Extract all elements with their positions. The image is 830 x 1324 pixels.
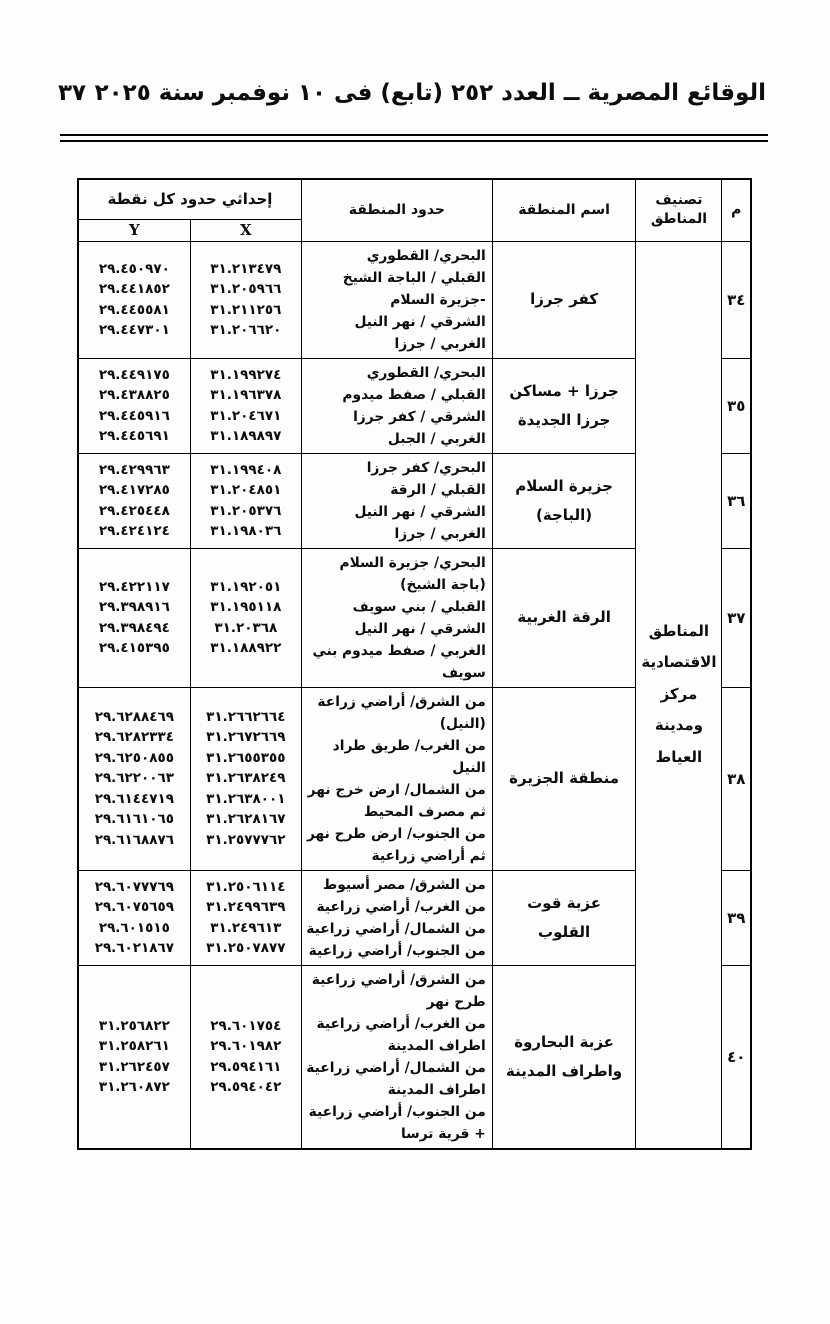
coordinate-x: ٣١.٢٤٩٦١٣ [210,919,282,936]
coordinate-y: ٢٩.٣٩٨٤٩٤ [98,619,170,636]
boundaries-cell [301,687,492,870]
boundary-line: من الغرب/ طريق طراد النيل [332,737,486,776]
boundary-line: الشرقي / كفر جرزا [353,408,486,425]
boundary-line: البحري/ القطوري [366,247,486,264]
boundary-line: من الشمال/ أراضي زراعية اطراف المدينة [306,1059,486,1098]
col-header-y: Y [78,219,190,241]
area-name: عزبة قوت القلوب [492,870,636,965]
boundaries-cell [301,548,492,687]
coordinate-y: ٢٩.٣٩٨٩١٦ [98,599,170,615]
table-header [78,179,751,241]
boundary-line: من الغرب/ أراضي زراعية اطراف المدينة [316,1015,486,1054]
table-body [78,241,751,1149]
coordinate-y: ٢٩.٤٤٥٥٨١ [98,301,170,318]
area-name: عزبة البحاروة واطراف المدينة [492,965,636,1149]
x-coordinates [190,241,301,358]
boundary-line: البحري/ كفر جرزا [366,459,486,476]
coordinate-y: ٢٩.٤٤٥٩١٦ [98,407,170,424]
row-serial: ٣٥ [722,358,751,453]
coordinate-y: ٣١.٢٦٢٤٥٧ [98,1058,170,1075]
boundary-line: من الغرب/ أراضي زراعية [316,898,486,915]
coordinate-y: ٢٩.٦١٦٨٨٧٦ [94,831,174,848]
boundary-line: البحري/ جزيرة السلام (باجة الشيخ) [339,554,486,593]
coordinate-x: ٣١.٢٦٣٨٠٠١ [206,790,286,807]
coordinate-x: ٣١.٢١٣٤٧٩ [210,260,282,277]
col-header-coordinates: إحداثي حدود كل نقطة [78,179,301,219]
coordinate-y: ٢٩.٤٣٨٨٢٥ [98,387,170,403]
y-coordinates [78,965,190,1149]
coordinate-y: ٢٩.٦٢٨٨٤٦٩ [94,708,174,725]
boundary-line: من الجنوب/ أراضي زراعية [308,942,486,959]
coordinate-y: ٢٩.٤٤٩١٧٥ [98,366,170,383]
x-coordinates [190,548,301,687]
coordinate-x: ٣١.١٩٢٠٥١ [210,578,282,595]
table-row-34 [78,241,751,358]
coordinate-y: ٣١.٢٥٦٨٢٢ [98,1017,170,1034]
row-serial: ٣٩ [722,870,751,965]
coordinate-x: ٢٩.٦٠١٩٨٢ [210,1038,282,1054]
zones-table [77,178,752,1150]
coordinate-x: ٣١.٢٦٦٢٦٦٤ [206,708,286,725]
boundary-line: الغربي / جرزا [394,525,486,542]
x-coordinates [190,358,301,453]
coordinate-y: ٢٩.٤٢٥٤٤٨ [98,502,170,519]
boundary-line: من الشرق/ أراضي زراعة (النيل) [317,693,486,732]
boundary-line: من الشرق/ أراضي زراعية طرح نهر [311,971,486,1010]
coordinate-x: ٣١.١٨٩٨٩٧ [210,428,282,444]
coordinate-y: ٢٩.٦١٤٤٧١٩ [94,790,174,807]
row-serial: ٣٧ [722,548,751,687]
y-coordinates [78,358,190,453]
coordinate-x: ٣١.٢٦٣٨٢٤٩ [206,770,286,787]
header-divider [60,134,768,142]
area-name: منطقة الجزيرة [492,687,636,870]
coordinate-y: ٢٩.٤٤١٨٥٢ [98,281,170,297]
coordinate-x: ٣١.٢٠٤٨٥١ [210,482,282,498]
coordinate-x: ٣١.٢٦٥٥٣٥٥ [206,749,286,766]
row-serial: ٣٨ [722,687,751,870]
boundary-line: الشرقي / نهر النيل [354,503,486,520]
coordinate-x: ٣١.٢١١٢٥٦ [210,301,282,318]
coordinate-x: ٢٩.٥٩٤١٦١ [210,1058,282,1075]
x-coordinates [190,870,301,965]
col-header-serial: م [722,179,751,241]
coordinate-y: ٢٩.٦١٦١٠٦٥ [94,811,174,828]
coordinate-x: ٢٩.٥٩٤٠٤٢ [210,1079,282,1095]
coordinate-y: ٢٩.٤١٥٣٩٥ [98,640,170,656]
coordinate-x: ٣١.٢٥٠٦١١٤ [206,878,286,895]
coordinate-x: ٣١.١٩٥١١٨ [210,599,282,615]
coordinate-x: ٣١.٢٠٦٦٢٠ [210,322,282,338]
header-row-top [78,179,751,219]
coordinate-y: ٢٩.٦٠٢١٨٦٧ [94,940,174,956]
coordinate-x: ٢٩.٦٠١٧٥٤ [210,1017,282,1034]
boundaries-cell [301,870,492,965]
boundary-line: من الشرق/ مصر أسيوط [322,876,486,893]
boundary-line: الغربي / صفط ميدوم بني سويف [312,642,486,681]
coordinate-y: ٢٩.٤٥٠٩٧٠ [98,260,170,277]
coordinate-x: ٣١.٢٠٥٩٦٦ [210,281,282,297]
boundary-line: من الجنوب/ أراضي زراعية + قرية ترسا [308,1103,486,1142]
boundary-line: من الشمال/ أراضي زراعية [306,920,486,937]
coordinate-x: ٣١.٢٠٥٣٧٦ [210,502,282,519]
coordinate-x: ٣١.١٩٨٠٣٦ [210,523,282,539]
coordinate-y: ٢٩.٤٢٤١٢٤ [98,523,170,539]
coordinate-y: ٢٩.٦٠١٥١٥ [98,919,170,936]
coordinate-x: ٣١.٢٠٣٦٨ [214,619,278,636]
boundary-line: البحري/ القطوري [366,364,486,381]
boundaries-cell [301,965,492,1149]
boundary-line: من الشمال/ ارض خرج نهر ثم مصرف المحيط [307,781,486,820]
coordinate-y: ٢٩.٤٢٩٩٦٣ [98,461,170,478]
boundary-line: الشرقي / نهر النيل [354,620,486,637]
boundaries-cell [301,241,492,358]
boundary-line: القبلي / الرقة [390,481,486,498]
area-name: جزيرة السلام (الباجة) [492,453,636,548]
coordinate-x: ٣١.٢٤٩٩٦٣٩ [206,899,286,915]
boundary-line: الغربي / جرزا [394,335,486,352]
y-coordinates [78,241,190,358]
classification-cell: المناطق الاقتصادية مركز ومدينة العياط [636,241,722,1149]
coordinate-x: ٣١.٢٥٧٧٧٦٢ [206,831,286,848]
row-serial: ٤٠ [722,965,751,1149]
y-coordinates [78,870,190,965]
coordinate-y: ٢٩.٤٢٢١١٧ [98,578,170,595]
col-header-boundaries: حدود المنطقة [301,179,492,241]
boundary-line: القبلي / صفط ميدوم [342,386,486,403]
y-coordinates [78,548,190,687]
coordinate-x: ٣١.١٨٨٩٢٢ [210,640,282,656]
coordinate-y: ٣١.٢٦٠٨٧٢ [98,1079,170,1095]
col-header-x: X [190,219,301,241]
col-header-classification: تصنيف المناطق [636,179,722,241]
y-coordinates [78,453,190,548]
x-coordinates [190,965,301,1149]
boundary-line: الغربي / الجبل [387,430,486,447]
coordinate-x: ٣١.٢٥٠٧٨٧٧ [206,940,286,956]
coordinate-x: ٣١.١٩٩٤٠٨ [210,461,282,478]
y-coordinates [78,687,190,870]
col-header-area-name: اسم المنطقة [492,179,636,241]
coordinate-y: ٢٩.٦٠٧٥٦٥٩ [94,899,174,915]
boundary-line: القبلي / الباجة الشيخ -جزيرة السلام [342,269,486,308]
boundary-line: القبلي / بني سويف [352,598,486,615]
area-name: كفر جرزا [492,241,636,358]
x-coordinates [190,453,301,548]
coordinate-y: ٢٩.٦٢٨٢٣٣٤ [94,729,174,746]
row-serial: ٣٦ [722,453,751,548]
coordinate-y: ٢٩.٦٢٥٠٨٥٥ [94,749,174,766]
coordinate-x: ٣١.٢٦٧٢٦٦٩ [206,729,286,746]
boundaries-cell [301,453,492,548]
coordinate-x: ٣١.١٩٦٣٧٨ [210,387,282,403]
coordinate-y: ٢٩.٦٠٧٧٧٦٩ [94,878,174,895]
area-name: الرقة الغربية [492,548,636,687]
coordinate-x: ٣١.٢٦٢٨١٦٧ [206,811,286,828]
boundary-line: من الجنوب/ ارض طرح نهر ثم أراضي زراعية [306,825,486,864]
gazette-title: الوقائع المصرية ــ العدد ٢٥٢ (تابع) فى ١٠ نوفمبر سنة ٢٠٢٥ [94,80,766,106]
coordinate-y: ٢٩.٤١٧٢٨٥ [98,482,170,498]
coordinate-y: ٢٩.٦٢٢٠٠٦٣ [94,770,174,787]
x-coordinates [190,687,301,870]
area-name: جرزا + مساكن جرزا الجديدة [492,358,636,453]
coordinate-y: ٢٩.٤٤٧٣٠١ [98,322,170,338]
boundary-line: الشرقي / نهر النيل [354,313,486,330]
boundaries-cell [301,358,492,453]
coordinate-y: ٢٩.٤٤٥٦٩١ [98,428,170,444]
coordinate-y: ٣١.٢٥٨٢٦١ [98,1038,170,1054]
coordinate-x: ٣١.٢٠٤٦٧١ [210,407,282,424]
page-header [58,80,766,106]
page-number: ٣٧ [58,80,87,106]
row-serial: ٣٤ [722,241,751,358]
coordinate-x: ٣١.١٩٩٢٧٤ [210,366,282,383]
